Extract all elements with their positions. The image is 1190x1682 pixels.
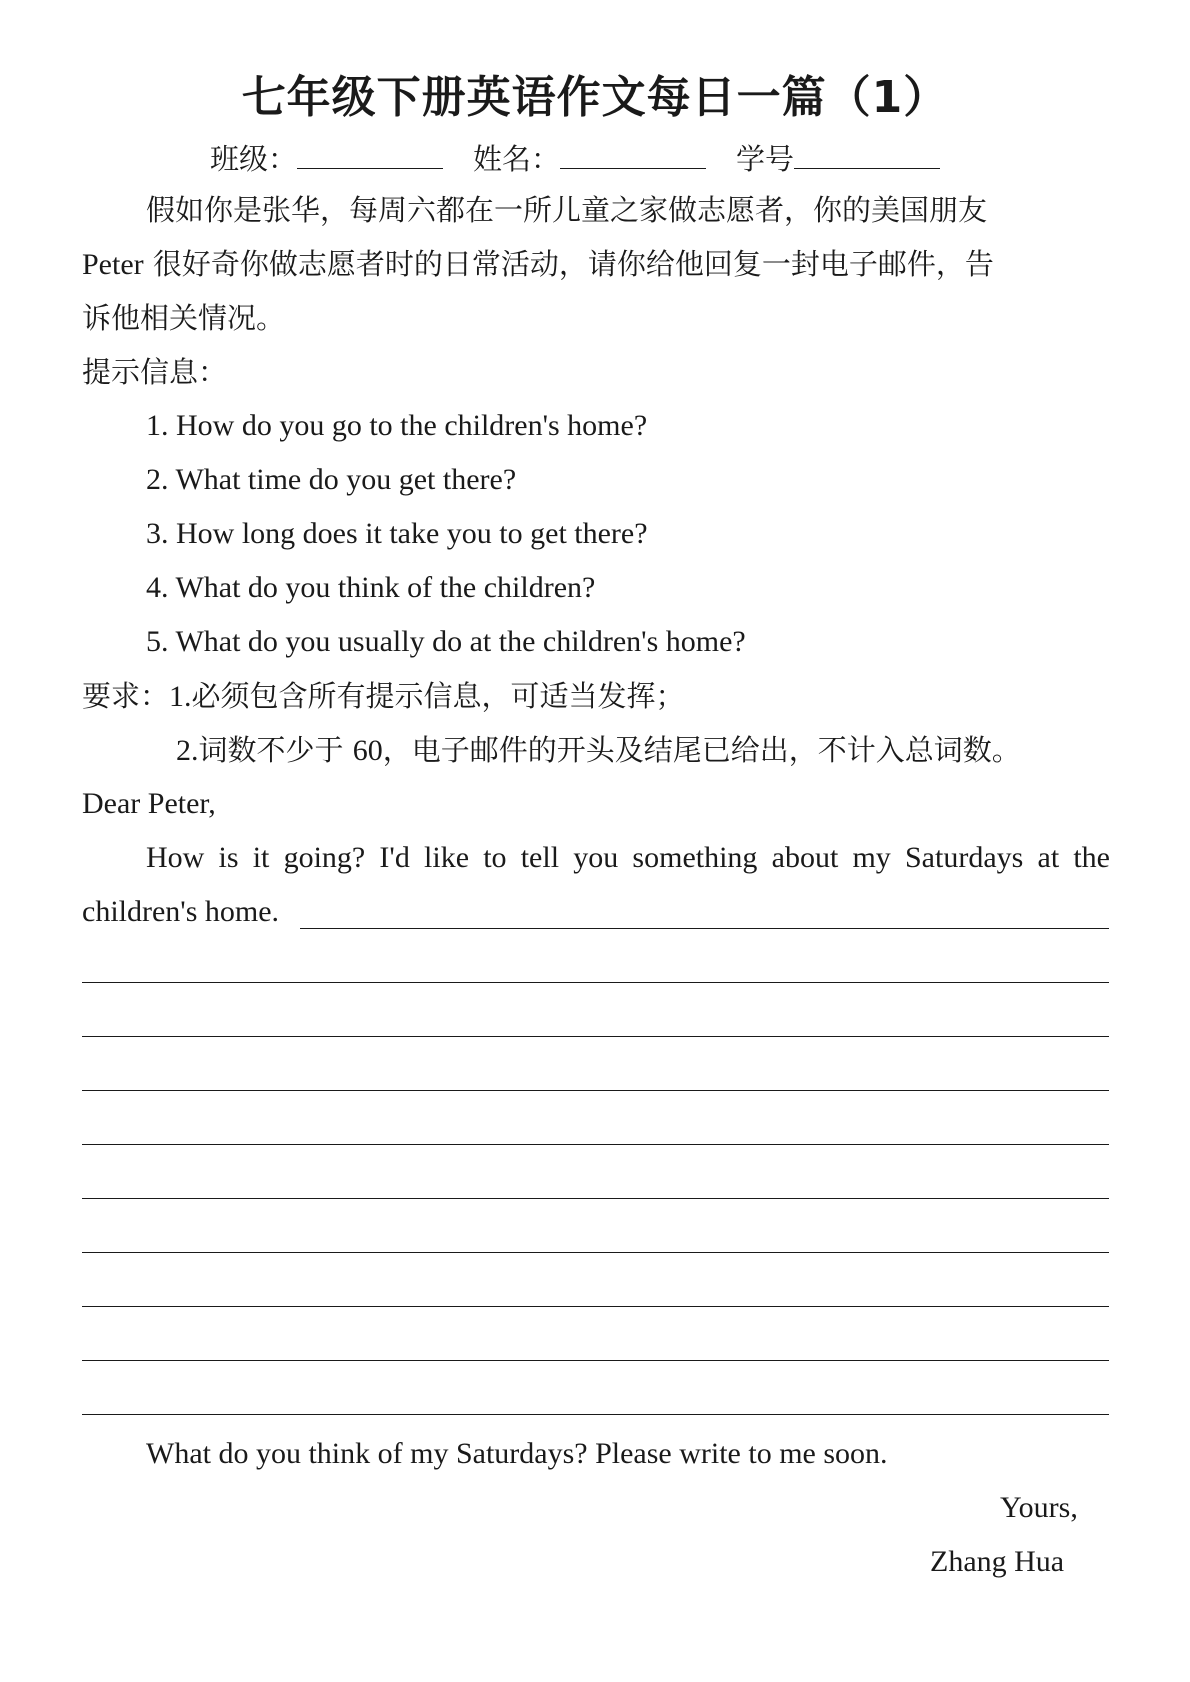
letter-closing: What do you think of my Saturdays? Please write to me soon. — [146, 1437, 888, 1470]
hint-item: 5. What do you usually do at the children's home? — [146, 625, 746, 658]
letter-sign-off: Yours, — [1000, 1491, 1078, 1524]
page-title: 七年级下册英语作文每日一篇（1） — [241, 72, 949, 123]
hint-item: 4. What do you think of the children? — [146, 571, 596, 604]
class-label: 班级： — [210, 142, 298, 176]
number-blank[interactable] — [794, 138, 940, 169]
letter-signature: Zhang Hua — [930, 1545, 1065, 1578]
writing-line[interactable] — [82, 1090, 1109, 1091]
student-info-row — [210, 138, 940, 179]
writing-line[interactable] — [82, 1306, 1109, 1307]
hint-item: 1. How do you go to the children's home? — [146, 409, 648, 442]
requirement-1: 要求：1.必须包含所有提示信息，可适当发挥； — [82, 679, 685, 713]
prompt-line-2-text: 很好奇你做志愿者时的日常活动，请你给他回复一封电子邮件，告 — [143, 247, 994, 281]
writing-line[interactable] — [82, 982, 1109, 983]
writing-line[interactable] — [82, 1144, 1109, 1145]
name-label: 姓名： — [473, 142, 561, 176]
number-label: 学号 — [736, 142, 795, 176]
writing-line[interactable] — [82, 1036, 1109, 1037]
hint-item: 2. What time do you get there? — [146, 463, 517, 496]
letter-opening-line-2: children's home. — [82, 895, 280, 928]
prompt-line-3: 诉他相关情况。 — [82, 301, 286, 335]
letter-opening-line-1: How is it going? I'd like to tell you something about my Saturdays at the — [146, 841, 1110, 874]
writing-line[interactable] — [82, 1360, 1109, 1361]
writing-line[interactable] — [82, 1414, 1109, 1415]
letter-salutation: Dear Peter, — [82, 787, 216, 820]
class-blank[interactable] — [297, 138, 443, 169]
prompt-line-1: 假如你是张华，每周六都在一所儿童之家做志愿者，你的美国朋友 — [146, 193, 988, 227]
requirements-label: 要求： — [82, 679, 170, 713]
prompt-peter: Peter — [82, 248, 144, 281]
writing-line[interactable] — [300, 928, 1109, 929]
name-blank[interactable] — [560, 138, 706, 169]
prompt-line-2 — [82, 244, 994, 285]
writing-line[interactable] — [82, 1252, 1109, 1253]
requirement-2: 2.词数不少于 60，电子邮件的开头及结尾已给出，不计入总词数。 — [176, 733, 1021, 767]
writing-line[interactable] — [82, 1198, 1109, 1199]
hint-item: 3. How long does it take you to get there? — [146, 517, 648, 550]
hints-heading: 提示信息： — [82, 355, 228, 389]
